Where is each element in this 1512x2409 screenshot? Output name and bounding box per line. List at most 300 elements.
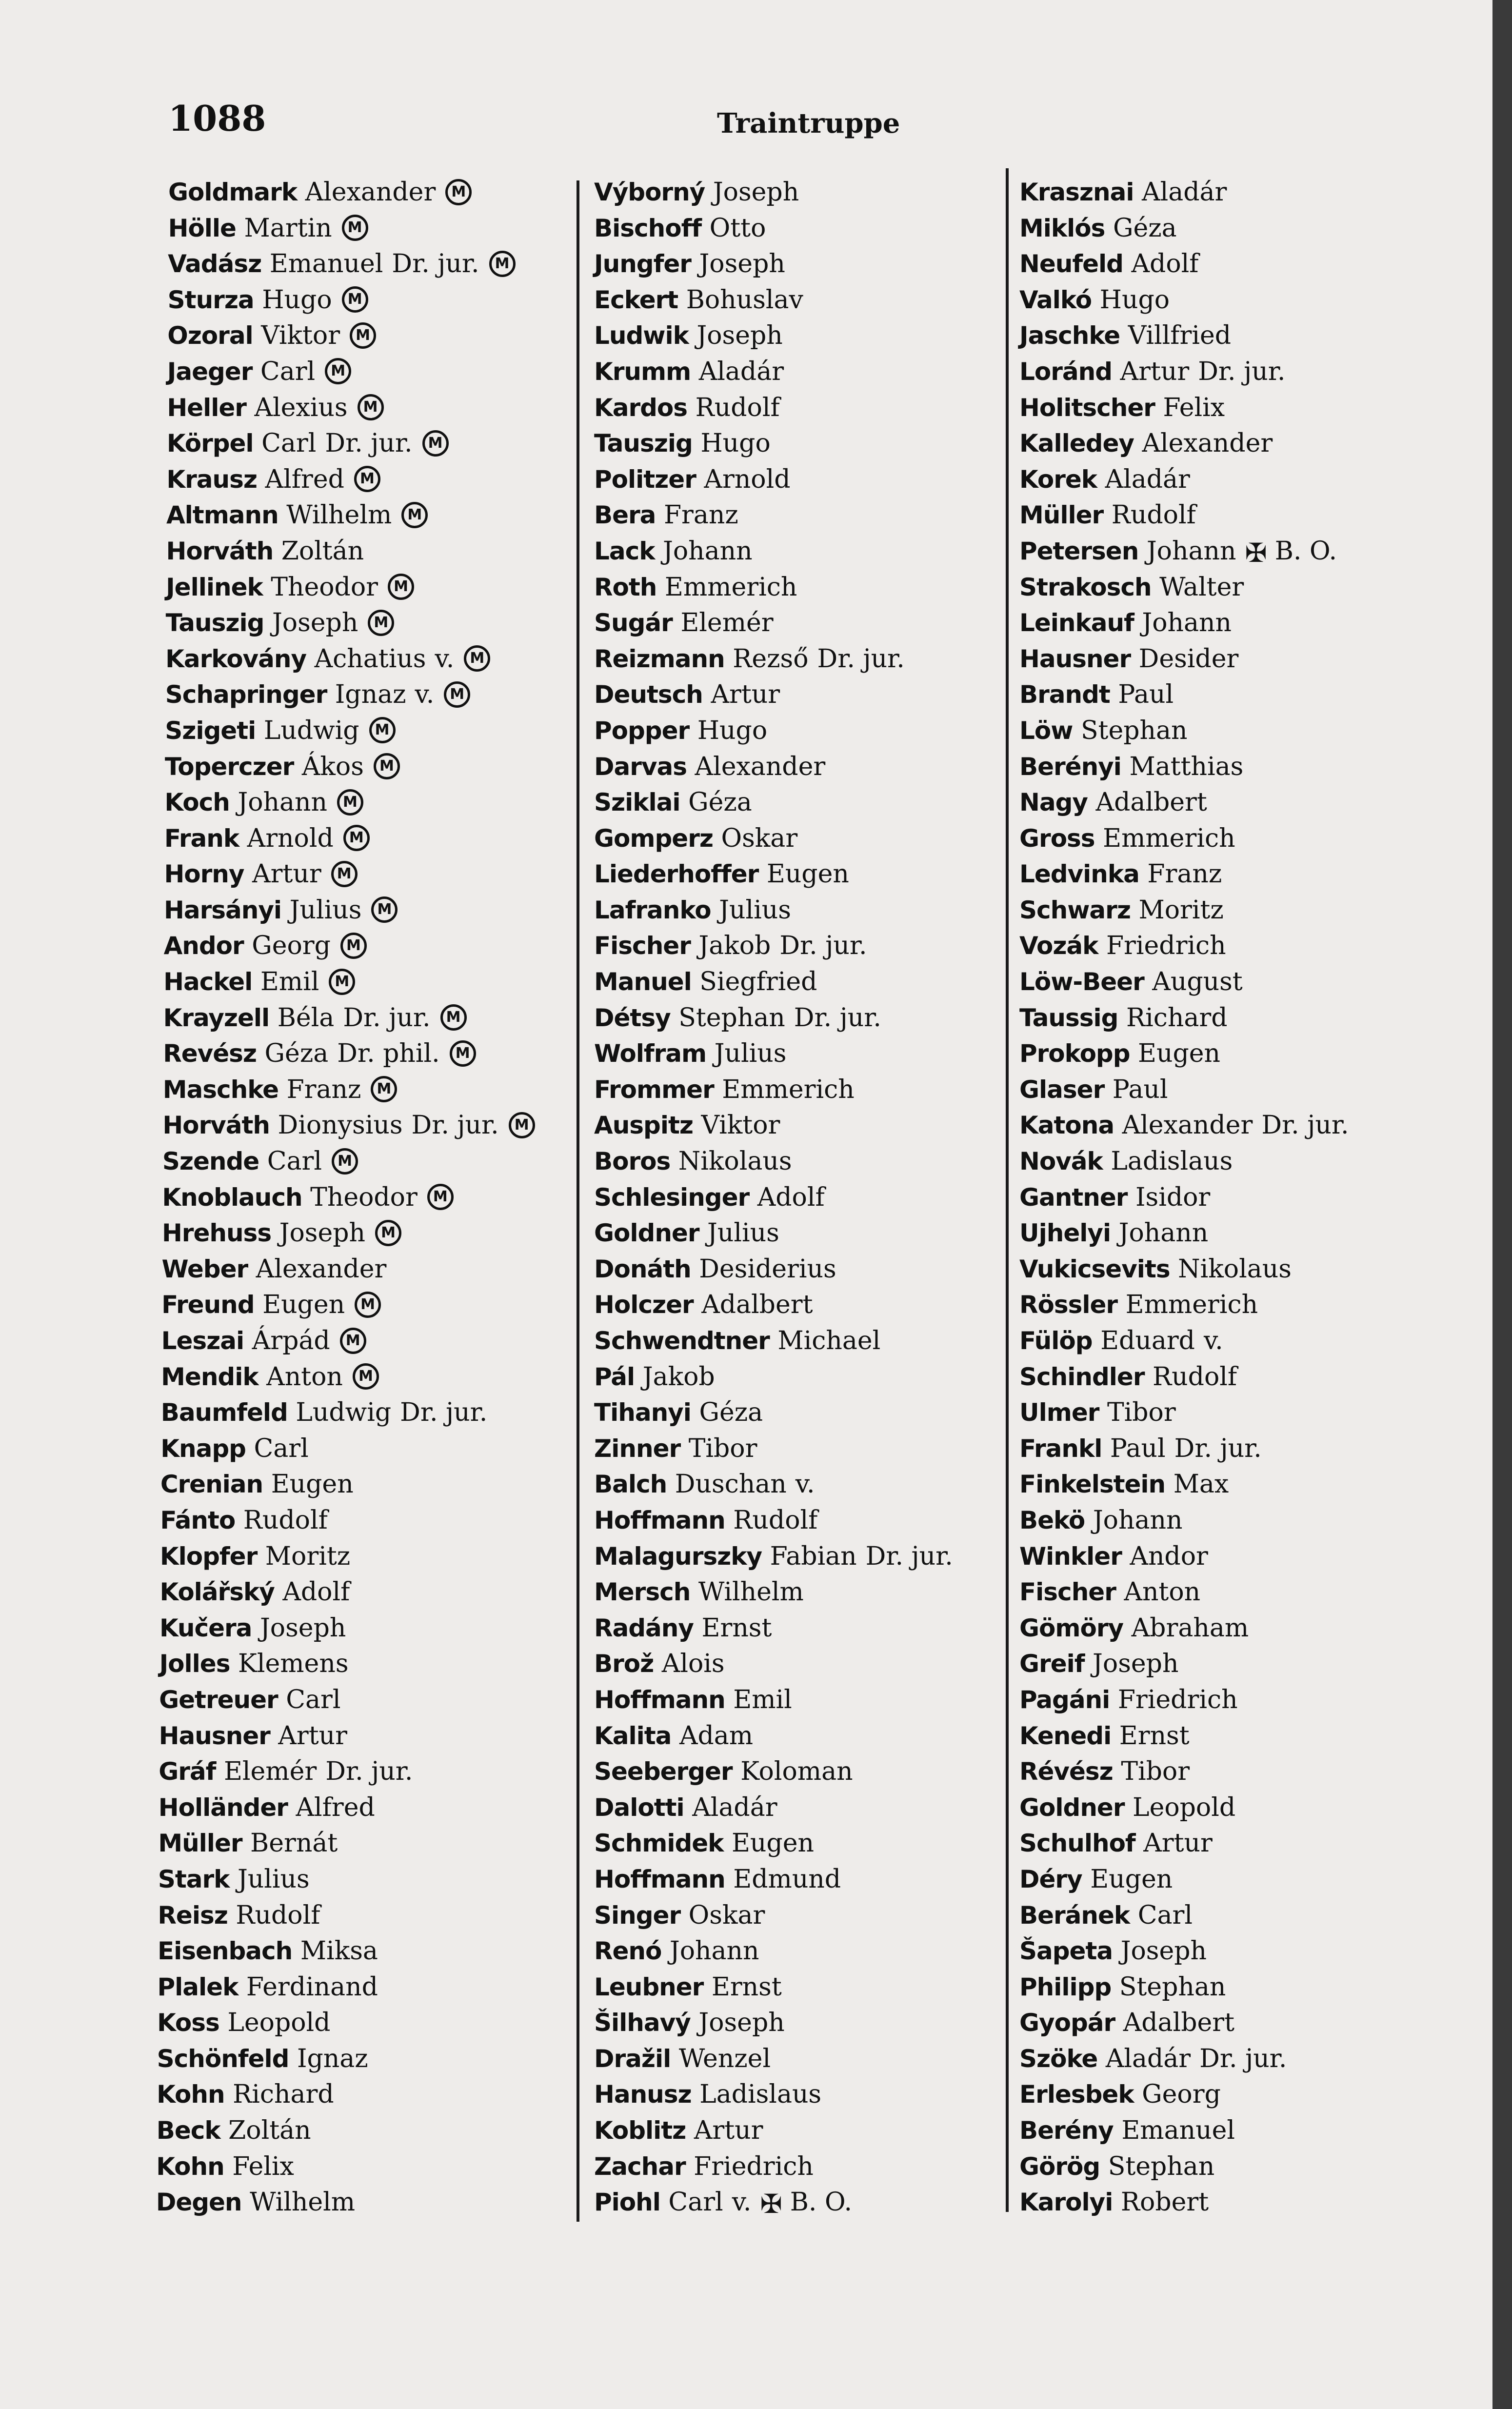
name-entry (1019, 1754, 1349, 1790)
medal-m-icon: M (489, 251, 516, 277)
given-name: Friedrich (694, 2151, 814, 2181)
name-entry (162, 1252, 535, 1288)
surname: Šapeta (1019, 1937, 1113, 1966)
surname: Dražil (594, 2044, 671, 2073)
name-entry (1019, 390, 1349, 426)
name-suffix: v. (1203, 1326, 1223, 1355)
surname: Singer (594, 1901, 681, 1930)
surname: Fánto (160, 1506, 236, 1534)
given-name: Andor (1130, 1541, 1208, 1571)
surname: Ozoral (167, 321, 253, 350)
given-name: Siegfried (699, 967, 817, 997)
name-entry (1019, 1718, 1349, 1754)
given-name: Eduard (1100, 1326, 1195, 1355)
name-entry (1019, 2185, 1349, 2221)
given-name: Elemér (223, 1757, 317, 1787)
name-entry (594, 1539, 953, 1575)
given-name: Johann (1093, 1505, 1183, 1535)
surname: Schulhof (1019, 1829, 1135, 1858)
surname: Malagurszky (594, 1542, 762, 1571)
medal-m-icon: M (342, 286, 368, 313)
surname: Vozák (1019, 932, 1098, 960)
surname: Dalotti (594, 1793, 684, 1822)
given-name: Emmerich (722, 1075, 855, 1104)
name-entry (1019, 1611, 1349, 1647)
surname: Plalek (157, 1972, 239, 2001)
name-entry (165, 749, 535, 785)
given-name: Alexius (254, 393, 348, 422)
given-name: Tibor (1107, 1398, 1176, 1428)
given-name: Julius (714, 1039, 787, 1069)
name-entry (168, 282, 535, 319)
given-name: Georg (252, 931, 331, 961)
surname: Rössler (1019, 1291, 1118, 1319)
given-name: Anton (266, 1362, 343, 1392)
name-entry (594, 1754, 953, 1790)
surname: Neufeld (1019, 250, 1123, 279)
name-entry (162, 1108, 535, 1144)
given-name: Dionysius (278, 1111, 403, 1140)
name-entry (1019, 2113, 1349, 2149)
medal-m-icon: M (444, 681, 470, 708)
book-spine-edge (1492, 0, 1512, 2409)
medal-m-icon: M (464, 645, 490, 672)
medal-m-icon: M (375, 1220, 401, 1246)
surname: Výborný (594, 178, 705, 206)
given-name: Carl (286, 1685, 341, 1714)
surname: Schindler (1019, 1362, 1145, 1391)
surname: Popper (594, 716, 690, 745)
given-name: Emmerich (664, 572, 797, 602)
surname: Frommer (594, 1075, 714, 1104)
surname: Brandt (1019, 680, 1110, 709)
surname: Radány (594, 1613, 694, 1642)
medal-m-icon: M (445, 179, 472, 205)
name-entry (594, 1395, 953, 1431)
given-name: Oskar (721, 823, 798, 853)
given-name: Viktor (261, 321, 340, 351)
given-name: Oskar (688, 1900, 765, 1930)
name-entry (1019, 1252, 1349, 1288)
surname: Sziklai (594, 788, 680, 817)
name-entry (1019, 1503, 1349, 1539)
name-entry (594, 821, 953, 857)
given-name: Artur (1143, 1829, 1213, 1858)
given-name: Ludwig (263, 716, 359, 745)
medal-m-icon: M (369, 717, 396, 743)
surname: Bekö (1019, 1506, 1085, 1534)
surname: Jungfer (594, 250, 691, 279)
name-entry (594, 1215, 953, 1252)
medal-m-icon: M (329, 969, 355, 995)
surname: Beránek (1019, 1901, 1130, 1930)
surname: Karkovány (165, 644, 307, 673)
name-entry (1019, 1144, 1349, 1180)
surname: Hrehuss (161, 1219, 272, 1248)
given-name: Paul (1110, 1433, 1166, 1463)
surname: Eisenbach (157, 1937, 293, 1966)
given-name: Joseph (259, 1613, 346, 1643)
column-divider-2 (1006, 168, 1009, 2212)
medal-m-icon: M (343, 825, 370, 851)
given-name: Carl (267, 1147, 322, 1176)
name-suffix: Dr. jur. (1199, 2044, 1287, 2073)
given-name: Ernst (711, 1972, 782, 2002)
surname: Miklós (1019, 214, 1105, 242)
surname: Frank (164, 824, 239, 853)
name-entry (1019, 282, 1349, 319)
given-name: Hugo (697, 716, 768, 745)
name-entry (594, 1503, 953, 1539)
name-entry (594, 749, 953, 785)
name-column-3 (1019, 175, 1349, 2221)
name-entry (1019, 1431, 1349, 1467)
given-name: Árpád (252, 1326, 330, 1355)
name-entry (166, 534, 535, 570)
order-abbreviation: B. O. (1274, 536, 1337, 566)
given-name: Joseph (1093, 1649, 1179, 1679)
given-name: Alois (661, 1649, 725, 1679)
surname: Schmidek (594, 1829, 724, 1858)
surname: Szöke (1019, 2044, 1098, 2073)
given-name: Ladislaus (699, 2080, 822, 2110)
medal-m-icon: M (340, 1328, 366, 1354)
order-abbreviation: B. O. (790, 2188, 853, 2217)
given-name: Joseph (272, 608, 358, 638)
given-name: Eugen (1138, 1039, 1221, 1069)
given-name: Emmerich (1103, 823, 1235, 853)
name-entry (1019, 964, 1349, 1000)
surname: Balch (594, 1470, 667, 1499)
given-name: Franz (286, 1075, 361, 1104)
name-suffix: Dr. jur. (392, 249, 479, 279)
running-head: Traintruppe (717, 107, 900, 139)
name-entry (157, 2005, 535, 2041)
name-entry (163, 1036, 535, 1072)
given-name: Alfred (296, 1792, 375, 1822)
given-name: Isidor (1135, 1182, 1211, 1212)
surname: Erlesbek (1019, 2080, 1134, 2109)
name-entry (167, 390, 535, 426)
surname: Sturza (167, 285, 254, 314)
name-entry (1019, 749, 1349, 785)
given-name: Joseph (696, 321, 783, 351)
given-name: Adalbert (1123, 2008, 1235, 2038)
given-name: Arnold (704, 464, 791, 494)
name-entry (159, 1718, 535, 1754)
surname: Philipp (1019, 1972, 1112, 2001)
name-entry (594, 893, 953, 929)
surname: Koch (164, 788, 230, 817)
name-entry (594, 1574, 953, 1611)
name-entry (1019, 2005, 1349, 2041)
medal-m-icon: M (450, 1040, 476, 1067)
given-name: Adalbert (701, 1290, 813, 1320)
surname: Szende (162, 1147, 259, 1176)
name-entry (1019, 1826, 1349, 1862)
surname: Degen (156, 2188, 242, 2217)
surname: Korek (1019, 465, 1097, 494)
name-entry (160, 1467, 535, 1503)
surname: Manuel (594, 968, 692, 996)
given-name: Miksa (300, 1936, 378, 1966)
given-name: Robert (1120, 2188, 1209, 2217)
name-entry (594, 1970, 953, 2006)
name-entry (594, 175, 953, 211)
surname: Hausner (159, 1721, 270, 1750)
name-entry (594, 570, 953, 606)
cross-icon: ✠ (1245, 537, 1267, 568)
surname: Holczer (594, 1291, 694, 1319)
surname: Seeberger (594, 1757, 733, 1786)
name-entry (594, 1323, 953, 1359)
surname: Šilhavý (594, 2009, 691, 2037)
surname: Berény (1019, 2116, 1114, 2145)
surname: Crenian (160, 1470, 263, 1499)
given-name: Bohuslav (686, 285, 803, 315)
surname: Gyopár (1019, 2009, 1115, 2037)
surname: Kalita (594, 1721, 672, 1750)
surname: Berényi (1019, 752, 1121, 781)
surname: Beck (156, 2116, 220, 2145)
given-name: Theodor (271, 572, 378, 602)
name-column-1 (156, 175, 535, 2221)
name-entry (1019, 1000, 1349, 1036)
given-name: Wenzel (678, 2044, 771, 2073)
given-name: Koloman (740, 1757, 853, 1787)
name-entry (164, 893, 535, 929)
name-suffix: Dr. jur. (1261, 1111, 1349, 1140)
given-name: Béla (277, 1003, 335, 1033)
surname: Krumm (594, 357, 691, 386)
given-name: Max (1173, 1470, 1229, 1499)
given-name: Artur (1120, 357, 1190, 386)
name-entry (594, 856, 953, 893)
name-entry (159, 1790, 535, 1826)
name-suffix: Dr. jur. (400, 1398, 488, 1428)
name-suffix: Dr. jur. (865, 1541, 953, 1571)
name-entry (594, 498, 953, 534)
surname: Liederhoffer (594, 860, 759, 889)
surname: Goldner (1019, 1793, 1125, 1822)
name-entry (166, 570, 535, 606)
given-name: Felix (1163, 393, 1225, 422)
surname: Löw (1019, 716, 1073, 745)
name-entry (594, 2041, 953, 2077)
given-name: Carl (254, 1433, 309, 1463)
given-name: Carl (261, 429, 317, 458)
surname: Fischer (1019, 1578, 1116, 1607)
name-entry (594, 1000, 953, 1036)
given-name: Rudolf (1153, 1362, 1237, 1392)
name-entry (594, 785, 953, 821)
given-name: Julius (289, 895, 362, 925)
name-entry (594, 246, 953, 282)
given-name: Emanuel (269, 249, 383, 279)
surname: Goldner (594, 1219, 699, 1248)
given-name: Carl (668, 2188, 723, 2217)
surname: Müller (1019, 501, 1104, 530)
surname: Vadász (168, 250, 262, 279)
surname: Baumfeld (160, 1398, 288, 1427)
given-name: Wilhelm (286, 500, 392, 530)
cross-icon: ✠ (760, 2188, 782, 2219)
given-name: Villfried (1128, 321, 1232, 351)
name-entry (1019, 211, 1349, 247)
name-entry (594, 462, 953, 498)
name-entry (594, 534, 953, 570)
given-name: Géza (699, 1398, 763, 1428)
given-name: Nikolaus (1178, 1254, 1292, 1284)
given-name: Franz (663, 500, 738, 530)
given-name: Friedrich (1106, 931, 1226, 961)
name-entry (165, 677, 535, 713)
name-entry (594, 1431, 953, 1467)
given-name: Aladár (1105, 2044, 1191, 2073)
surname: Piohl (594, 2188, 660, 2217)
given-name: Rudolf (695, 393, 780, 422)
surname: Petersen (1019, 537, 1139, 565)
name-entry (156, 2149, 535, 2185)
name-entry (1019, 1180, 1349, 1216)
given-name: Alexander (1142, 429, 1273, 458)
name-suffix: Dr. jur. (325, 429, 413, 458)
name-entry (1019, 318, 1349, 354)
surname: Schapringer (165, 680, 327, 709)
name-entry (1019, 856, 1349, 893)
given-name: Fabian (770, 1541, 857, 1571)
surname: Kalledey (1019, 429, 1134, 458)
name-suffix: Dr. jur. (794, 1003, 881, 1033)
medal-m-icon: M (325, 358, 351, 384)
surname: Taussig (1019, 1003, 1118, 1032)
name-entry (594, 1252, 953, 1288)
given-name: Hugo (700, 429, 771, 458)
given-name: Martin (244, 213, 332, 243)
surname: Heller (167, 393, 246, 422)
name-entry (158, 1970, 535, 2006)
name-entry (162, 1180, 535, 1216)
name-entry (1019, 605, 1349, 641)
name-entry (594, 677, 953, 713)
name-entry (158, 1933, 535, 1970)
name-entry (166, 605, 535, 641)
given-name: Friedrich (1117, 1685, 1238, 1714)
name-suffix: Dr. jur. (1198, 357, 1286, 386)
given-name: Joseph (698, 2008, 785, 2038)
surname: Holländer (158, 1793, 288, 1822)
given-name: Ignaz (297, 2044, 368, 2073)
surname: Kardos (594, 393, 688, 422)
surname: Andor (163, 932, 244, 960)
surname: Gross (1019, 824, 1095, 853)
name-entry (161, 1323, 535, 1359)
given-name: Johann (663, 536, 753, 566)
surname: Boros (594, 1147, 671, 1176)
surname: Finkelstein (1019, 1470, 1166, 1499)
surname: Tauszig (165, 609, 264, 637)
given-name: Walter (1159, 572, 1244, 602)
surname: Bischoff (594, 214, 702, 242)
surname: Kolářský (159, 1578, 275, 1607)
given-name: Géza (264, 1039, 329, 1069)
surname: Darvas (594, 752, 687, 781)
surname: Ledvinka (1019, 860, 1139, 889)
name-entry (1019, 1898, 1349, 1934)
name-suffix: v. (732, 2188, 752, 2217)
given-name: Johann (1142, 608, 1232, 638)
given-name: Stephan (1108, 2151, 1215, 2181)
surname: Altmann (166, 501, 279, 530)
given-name: Alexander (256, 1254, 387, 1284)
name-suffix: Dr. jur. (411, 1111, 499, 1140)
name-entry (1019, 1323, 1349, 1359)
surname: Ludwik (594, 321, 689, 350)
column-divider-1 (577, 180, 579, 2222)
medal-m-icon: M (371, 896, 398, 923)
name-entry (157, 2041, 535, 2077)
given-name: Adolf (282, 1577, 350, 1607)
surname: Katona (1019, 1111, 1114, 1140)
given-name: Elemér (680, 608, 774, 638)
medal-m-icon: M (371, 1076, 397, 1102)
name-entry (156, 2185, 535, 2221)
given-name: Paul (1112, 1075, 1168, 1104)
given-name: Rezső (733, 644, 809, 674)
given-name: Richard (233, 2080, 334, 2110)
given-name: Joseph (1120, 1936, 1207, 1966)
name-entry (161, 1287, 535, 1323)
name-suffix: Dr. jur. (325, 1757, 413, 1787)
medal-m-icon: M (337, 789, 363, 816)
name-entry (1019, 246, 1349, 282)
given-name: Ludwig (296, 1398, 392, 1428)
given-name: Eugen (1090, 1864, 1173, 1894)
name-entry (1019, 677, 1349, 713)
surname: Schlesinger (594, 1183, 750, 1212)
given-name: Viktor (701, 1111, 780, 1140)
given-name: Nikolaus (678, 1147, 792, 1176)
given-name: Eugen (731, 1829, 814, 1858)
surname: Schwendtner (594, 1327, 770, 1355)
given-name: Adam (679, 1721, 754, 1751)
name-entry (1019, 1574, 1349, 1611)
name-entry (594, 2113, 953, 2149)
name-entry (594, 1933, 953, 1970)
given-name: Jakob (642, 1362, 715, 1392)
name-entry (1019, 2077, 1349, 2113)
name-entry (163, 1072, 535, 1108)
name-entry (162, 1215, 535, 1252)
given-name: Paul (1118, 680, 1174, 710)
surname: Knapp (160, 1434, 246, 1463)
surname: Donáth (594, 1254, 691, 1283)
surname: Lack (594, 537, 655, 565)
given-name: Alexander (305, 178, 436, 207)
surname: Harsányi (164, 896, 282, 924)
surname: Politzer (594, 465, 696, 494)
surname: Déry (1019, 1865, 1082, 1893)
name-entry (594, 1359, 953, 1395)
surname: Horny (164, 860, 244, 889)
surname: Reisz (158, 1901, 228, 1930)
given-name: Eugen (271, 1470, 354, 1499)
given-name: Artur (711, 680, 780, 710)
surname: Valkó (1019, 285, 1092, 314)
surname: Prokopp (1019, 1039, 1130, 1068)
name-entry (594, 2185, 953, 2221)
given-name: Géza (688, 788, 752, 817)
